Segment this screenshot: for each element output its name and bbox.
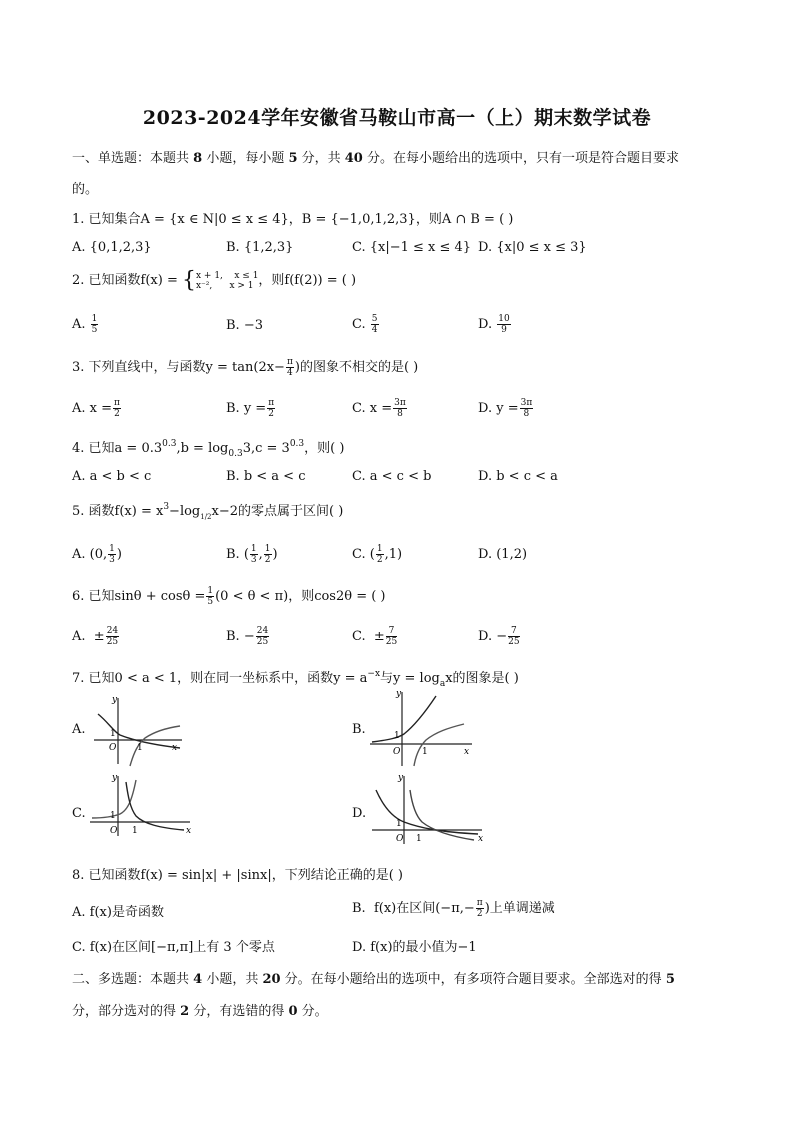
piecewise-case-1: x + 1, x ≤ 1	[195, 270, 259, 281]
question-5-option-a	[72, 544, 122, 565]
fraction-numerator: 1	[109, 544, 115, 554]
graph-option-d	[370, 772, 488, 846]
exponent: −x	[367, 669, 381, 679]
tick-label-one: 1	[132, 826, 138, 836]
question-6-stem-text: 6. 已知sinθ + cosθ =	[72, 589, 206, 604]
question-1-option-d: D. {x|0 ≤ x ≤ 3}	[478, 240, 587, 255]
question-3-option-c	[352, 398, 408, 419]
tick-label-one: 1	[416, 834, 422, 844]
tick-label-one: 1	[110, 729, 116, 739]
option-text: B. f(x)在区间(−π,−	[352, 901, 475, 916]
question-8-option-b	[352, 897, 555, 919]
fraction-numerator: 1	[264, 544, 271, 554]
question-2-stem-text: ，则f(f(2)) = ( )	[258, 273, 357, 288]
section-1-total: 40	[344, 151, 363, 166]
fraction-denominator: 2	[376, 555, 383, 565]
question-4-option-b: B. b < a < c	[226, 469, 306, 484]
fraction	[286, 357, 294, 378]
option-label: B. y =	[226, 401, 267, 416]
section-2-count: 4	[193, 972, 203, 987]
fraction-numerator: 5	[371, 314, 378, 324]
question-7-stem-text: x的图象是( )	[445, 671, 519, 686]
x-axis-label: x	[478, 834, 484, 844]
curve-exponential	[372, 696, 436, 742]
fraction-denominator: 2	[476, 909, 483, 919]
option-text: ,	[258, 547, 263, 562]
option-text: C. (	[352, 547, 375, 562]
question-7-option-c-label: C.	[72, 806, 86, 821]
fraction-numerator: 3π	[520, 398, 533, 408]
question-5-option-d: D. (1,2)	[478, 547, 528, 562]
section-2-partial-score: 2	[180, 1004, 190, 1019]
question-2-stem	[72, 268, 356, 293]
fraction-denominator: 5	[207, 597, 214, 607]
option-label: D. −	[478, 629, 508, 644]
question-5-option-b	[226, 544, 278, 565]
graph-option-b	[368, 688, 478, 768]
option-label: C.	[352, 317, 366, 332]
question-7-stem-text: 7. 已知0 < a < 1，则在同一坐标系中，函数y = a	[72, 671, 368, 686]
section-1-text: 分。在每小题给出的选项中，只有一项是符合题目要求	[362, 151, 679, 166]
fraction	[393, 398, 407, 419]
tick-label-one: 1	[110, 811, 116, 821]
origin-label: O	[109, 743, 117, 753]
question-2-stem-text: 2. 已知函数f(x) =	[72, 273, 182, 288]
fraction-numerator: π	[114, 398, 120, 408]
question-5-stem-text: −log	[169, 504, 201, 519]
fraction	[106, 626, 119, 647]
fraction-denominator: 5	[91, 325, 98, 335]
fraction	[250, 544, 258, 565]
section-1-header	[72, 147, 679, 166]
fraction-numerator: π	[268, 398, 275, 408]
fraction-denominator: 4	[287, 368, 293, 378]
fraction	[371, 314, 379, 335]
question-6-option-a	[72, 626, 120, 647]
option-label: C. ±	[352, 629, 385, 644]
graph-d-svg	[370, 772, 488, 846]
section-2-text: 分，有选错的得	[189, 1004, 289, 1019]
option-label: D. y =	[478, 401, 519, 416]
question-3-stem	[72, 356, 418, 378]
fraction-denominator: 25	[256, 637, 269, 647]
question-4-stem-text: 4. 已知a = 0.3	[72, 441, 163, 456]
option-text: A. (0,	[72, 547, 108, 562]
question-3-option-d	[478, 398, 534, 419]
x-axis-label: x	[172, 743, 178, 753]
section-1-count: 8	[193, 151, 203, 166]
question-7-option-a-label: A.	[72, 722, 86, 737]
question-1-option-b: B. {1,2,3}	[226, 240, 294, 255]
question-5-option-c	[352, 544, 402, 565]
fraction	[520, 398, 534, 419]
fraction-numerator: 7	[508, 626, 519, 637]
fraction-numerator: 1	[250, 544, 257, 554]
section-2-text: 分。在每小题给出的选项中，有多项符合题目要求。全部选对的得	[280, 972, 666, 987]
y-axis-label: y	[398, 773, 404, 783]
fraction-numerator: 10	[498, 314, 510, 324]
fraction-numerator: 3π	[394, 398, 406, 408]
fraction-denominator: 2	[114, 409, 120, 419]
fraction-denominator: 2	[268, 409, 275, 419]
question-6-option-c	[352, 626, 398, 647]
fraction-numerator: 1	[91, 314, 98, 324]
curve-logarithm	[126, 782, 184, 830]
option-label: D.	[478, 317, 493, 332]
option-label: A.	[72, 317, 86, 332]
question-6-stem	[72, 585, 386, 607]
origin-label: O	[110, 826, 118, 836]
piecewise-cases	[196, 271, 258, 291]
y-axis-label: y	[112, 773, 118, 783]
section-2-full-score: 5	[665, 972, 675, 987]
question-8-option-c: C. f(x)在区间[−π,π]上有 3 个零点	[72, 940, 275, 955]
question-4-stem-text: ，则( )	[304, 441, 345, 456]
question-7-option-b-label: B.	[352, 722, 366, 737]
fraction-numerator: 1	[207, 586, 214, 596]
tick-label-one: 1	[394, 731, 400, 741]
question-3-stem-text: )的图象不相交的是( )	[294, 360, 419, 375]
fraction	[91, 314, 99, 335]
option-text: )	[116, 547, 122, 562]
section-1-header-cont: 的。	[72, 182, 99, 197]
question-2-option-c	[352, 314, 380, 335]
section-1-text: 分，共	[297, 151, 345, 166]
question-4-option-c: C. a < c < b	[352, 469, 432, 484]
exponent: 0.3	[289, 439, 305, 449]
fraction-numerator: 1	[376, 544, 383, 554]
graph-c-svg	[88, 772, 196, 838]
x-axis-label: x	[186, 826, 192, 836]
fraction-denominator: 8	[397, 409, 403, 419]
fraction-denominator: 9	[501, 325, 507, 335]
fraction	[113, 398, 121, 419]
question-7-option-d-label: D.	[352, 806, 367, 821]
x-axis-label: x	[464, 747, 470, 757]
question-8-option-d: D. f(x)的最小值为−1	[352, 940, 477, 955]
question-4-stem-text: ,b = log	[176, 441, 229, 456]
section-2-header	[72, 968, 675, 987]
section-1-text: 一、单选题：本题共	[72, 151, 194, 166]
fraction-numerator: π	[286, 357, 293, 367]
log-base: 0.3	[228, 449, 243, 459]
option-label: A. x =	[72, 401, 113, 416]
section-1-text: 小题，每小题	[202, 151, 289, 166]
piecewise-case-2: x⁻², x > 1	[195, 280, 254, 291]
fraction	[108, 544, 116, 565]
question-4-stem	[72, 437, 344, 459]
log-base: 1/2	[200, 513, 212, 521]
fraction-denominator: 8	[523, 409, 530, 419]
question-5-stem	[72, 500, 343, 521]
fraction-numerator: π	[476, 898, 483, 908]
fraction-denominator: 4	[371, 325, 378, 335]
question-7-stem-text: 与y = log	[380, 671, 440, 686]
section-1-points: 5	[288, 151, 298, 166]
fraction-denominator: 2	[264, 555, 271, 565]
exponent: 0.3	[162, 439, 177, 449]
question-3-option-a	[72, 398, 122, 419]
question-8-option-a: A. f(x)是奇函数	[72, 905, 164, 920]
question-3-option-b	[226, 398, 276, 419]
option-text: B. (	[226, 547, 249, 562]
option-label: A. ±	[72, 629, 105, 644]
fraction	[497, 314, 510, 335]
section-2-wrong-score: 0	[288, 1004, 298, 1019]
fraction-denominator: 25	[106, 637, 119, 647]
tick-label-one: 1	[137, 743, 143, 753]
option-text: ,1)	[384, 547, 403, 562]
fraction-denominator: 3	[109, 555, 115, 565]
question-6-stem-text: (0 < θ < π)，则cos2θ = ( )	[215, 589, 386, 604]
question-7-stem	[72, 667, 519, 689]
fraction	[386, 626, 397, 647]
curve-exponential	[376, 790, 478, 834]
y-axis-label: y	[112, 695, 118, 705]
fraction-denominator: 25	[508, 637, 520, 647]
log-base: a	[439, 679, 446, 689]
question-2-option-b: B. −3	[226, 318, 263, 333]
question-3-stem-text: 3. 下列直线中，与函数y = tan(2x−	[72, 360, 285, 375]
question-4-option-d: D. b < c < a	[478, 469, 558, 484]
option-text: )	[272, 547, 278, 562]
question-8-stem: 8. 已知函数f(x) = sin|x| + |sinx|，下列结论正确的是( )	[72, 868, 403, 883]
fraction	[376, 544, 384, 565]
section-2-total: 20	[262, 972, 281, 987]
fraction-numerator: 24	[256, 626, 269, 636]
question-1-stem: 1. 已知集合A = {x ∈ N|0 ≤ x ≤ 4}，B = {−1,0,1,2,3}，则A ∩ B = ( )	[72, 212, 514, 227]
fraction	[267, 398, 275, 419]
exam-title: 2023-2024学年安徽省马鞍山市高一（上）期末数学试卷	[142, 107, 652, 129]
question-4-stem-text: 3,c = 3	[242, 441, 290, 456]
question-2-option-d	[478, 314, 512, 335]
section-2-text: 二、多选题：本题共	[72, 972, 194, 987]
tick-label-one: 1	[396, 819, 402, 829]
piecewise-brace: {	[181, 268, 196, 293]
fraction	[256, 626, 269, 647]
question-5-stem-text: x−2的零点属于区间( )	[211, 504, 344, 519]
y-axis-label: y	[396, 689, 402, 699]
graph-option-a	[90, 692, 190, 768]
graph-b-svg	[368, 688, 478, 768]
question-5-stem-text: 5. 函数f(x) = x	[72, 504, 164, 519]
question-1-option-c: C. {x|−1 ≤ x ≤ 4}	[352, 240, 472, 255]
graph-option-c	[88, 772, 196, 838]
question-6-option-d	[478, 626, 521, 647]
question-6-option-b	[226, 626, 270, 647]
option-text: )上单调递减	[484, 901, 555, 916]
fraction	[206, 586, 214, 607]
tick-label-one: 1	[422, 747, 428, 757]
fraction	[508, 626, 519, 647]
section-2-header-cont	[72, 1000, 328, 1019]
option-label: C. x =	[352, 401, 393, 416]
section-2-text: 分。	[297, 1004, 328, 1019]
question-1-option-a: A. {0,1,2,3}	[72, 240, 152, 255]
section-2-text: 分，部分选对的得	[72, 1004, 181, 1019]
curve-logarithm	[414, 724, 464, 766]
fraction	[476, 898, 484, 919]
section-2-text: 小题，共	[202, 972, 263, 987]
option-label: B. −	[226, 629, 255, 644]
fraction-numerator: 7	[386, 626, 397, 637]
fraction	[264, 544, 272, 565]
fraction-numerator: 24	[106, 626, 119, 636]
exponent: 3	[163, 502, 170, 512]
question-4-option-a: A. a < b < c	[72, 469, 152, 484]
fraction-denominator: 3	[250, 555, 257, 565]
fraction-denominator: 25	[385, 637, 398, 647]
graph-a-svg	[90, 692, 190, 768]
question-2-option-a	[72, 314, 99, 335]
origin-label: O	[396, 834, 404, 844]
origin-label: O	[393, 747, 401, 757]
